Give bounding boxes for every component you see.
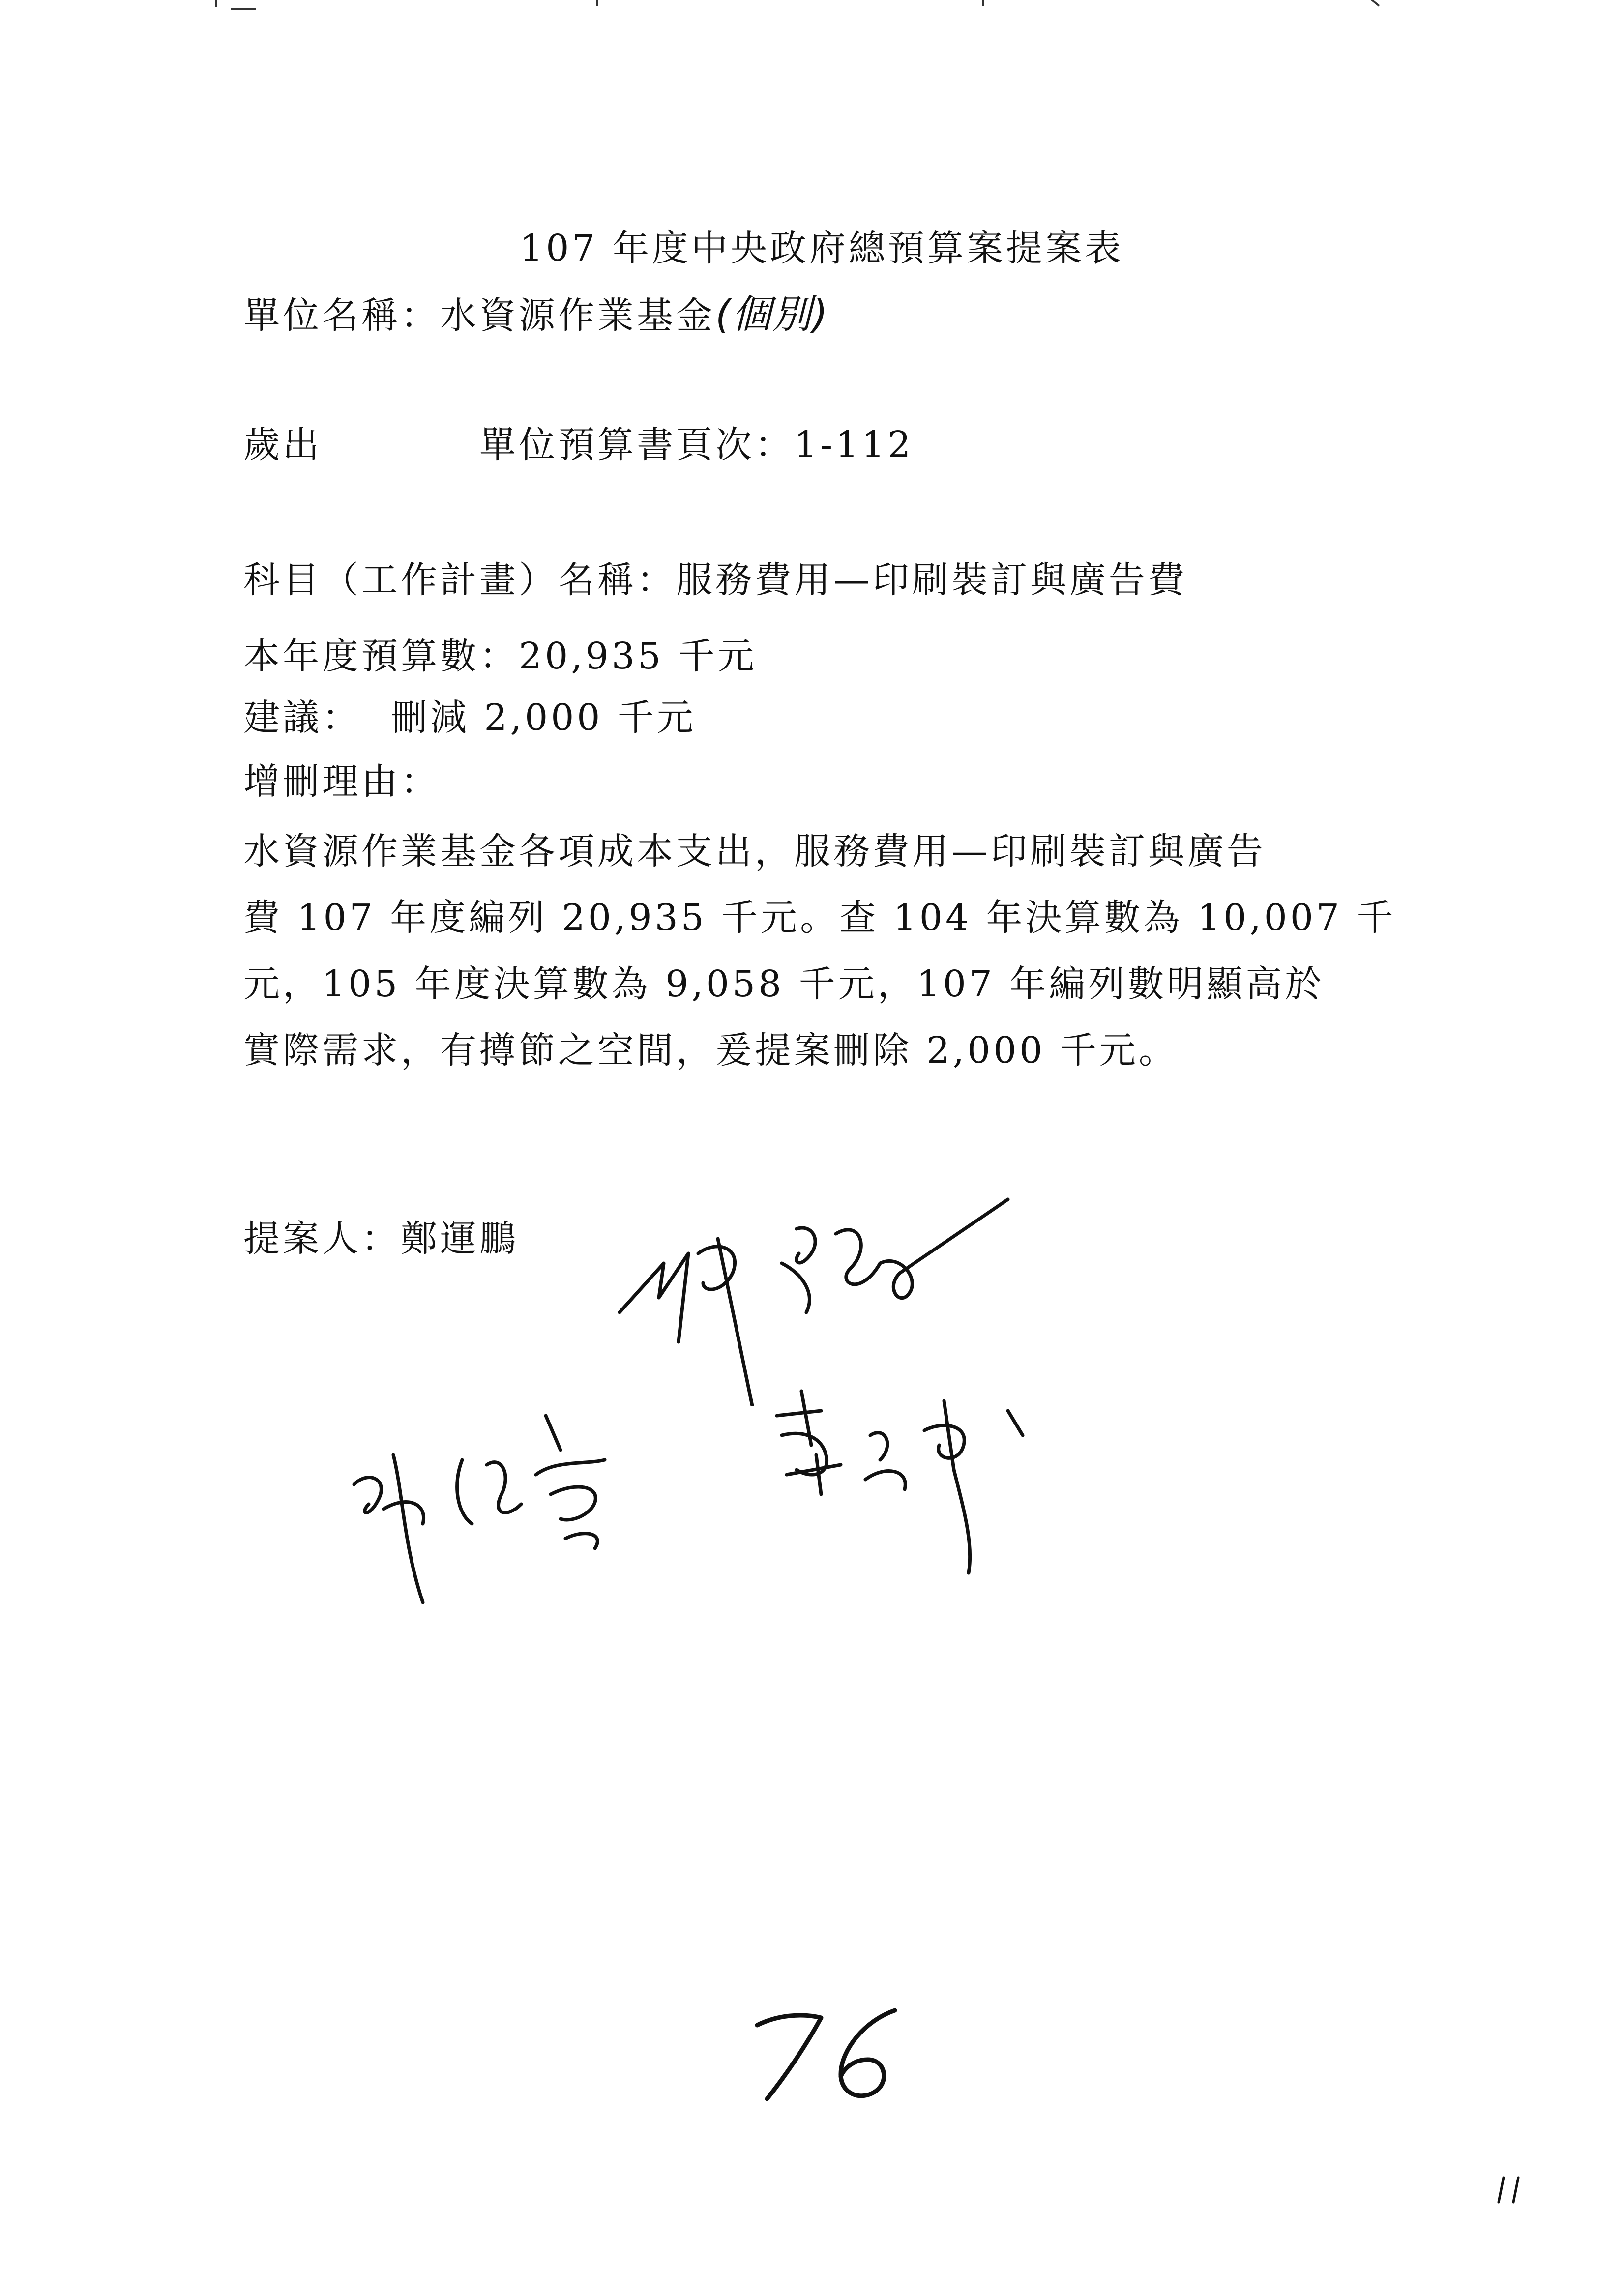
unit-name-row — [243, 290, 828, 340]
reason-line: 水資源作業基金各項成本支出，服務費用—印刷裝訂與廣告 — [243, 830, 1266, 872]
handwritten-page-number — [747, 1996, 915, 2114]
reason-line: 費 107 年度編列 20,935 千元。查 104 年決算數為 10,007 千 — [243, 897, 1396, 939]
suggestion-label: 建議： — [243, 697, 361, 739]
reason-label: 增刪理由： — [243, 760, 440, 803]
proposer: 提案人：鄭運鵬 — [243, 1218, 519, 1260]
signature-2 — [339, 1396, 683, 1612]
scan-edge-marks — [0, 0, 1624, 20]
budget-amount: 本年度預算數：20,935 千元 — [243, 635, 757, 677]
reason-line: 元，105 年度決算數為 9,058 千元，107 年編列數明顯高於 — [243, 963, 1325, 1005]
corner-mark — [1490, 2173, 1529, 2207]
reason-line: 實際需求，有撙節之空間，爰提案刪除 2,000 千元。 — [243, 1029, 1178, 1072]
expenditure-row — [243, 420, 914, 469]
signature-1 — [605, 1180, 1047, 1406]
unit-handwritten-note: (個別) — [715, 291, 829, 337]
reason-paragraph — [243, 818, 1396, 1084]
expenditure-label: 歲出 — [243, 424, 322, 466]
signature-3 — [767, 1381, 1042, 1588]
document-title: 107 年度中央政府總預算案提案表 — [520, 227, 1124, 269]
budget-page-ref: 單位預算書頁次：1-112 — [479, 424, 914, 466]
unit-name: 單位名稱：水資源作業基金 — [243, 294, 715, 337]
suggestion-value: 刪減 2,000 千元 — [391, 697, 696, 739]
subject-name: 科目（工作計畫）名稱：服務費用—印刷裝訂與廣告費 — [243, 559, 1187, 601]
suggestion-row — [243, 693, 696, 742]
